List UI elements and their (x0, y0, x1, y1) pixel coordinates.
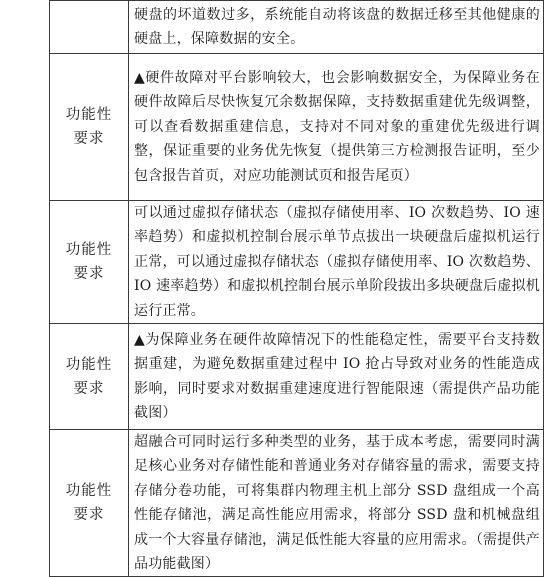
description-cell: 硬盘的坏道数过多，系统能自动将该盘的数据迁移至其他健康的硬盘上，保障数据的安全。 (129, 1, 544, 54)
category-cell (50, 324, 129, 430)
category-cell (50, 1, 129, 54)
description-cell: ▲硬件故障对平台影响较大，也会影响数据安全，为保障业务在硬件故障后尽快恢复冗余数据保障，支持数据重建优先级调整，可以查看数据重建信息，支持对不同对象的重建优先级进行调整，保证重要的业务优先恢复（提供第三方检测报告证明，至少包含报告首页，对应功能测试页和报告尾页） (129, 54, 544, 201)
requirements-table (49, 0, 544, 577)
category-cell (50, 201, 129, 324)
table-row (50, 1, 544, 54)
category-cell (50, 430, 129, 577)
description-cell: ▲为保障业务在硬件故障情况下的性能稳定性，需要平台支持数据重建，为避免数据重建过程中 IO 抢占导致对业务的性能造成影响，同时要求对数据重建速度进行智能限速（需提供产品功能截图） (129, 324, 544, 430)
table-row (50, 201, 544, 324)
description-cell: 超融合可同时运行多种类型的业务，基于成本考虑，需要同时满足核心业务对存储性能和普通业务对存储容量的需求，需要支持存储分卷功能，可将集群内物理主机上部分 SSD 盘组成一个高性能存储池，满足高性能应用需求，将部分 SSD 盘和机械盘组成一个大容量存储池，满足低性能大容量的应用需求。（需提供产品功能截图） (129, 430, 544, 577)
table-row (50, 54, 544, 201)
description-cell: 可以通过虚拟存储状态（虚拟存储使用率、IO 次数趋势、IO 速率趋势）和虚拟机控制台展示单节点拔出一块硬盘后虚拟机运行正常，可以通过虚拟存储状态（虚拟存储使用率、IO 次数趋势、IO 速率趋势）和虚拟机控制台展示单阶段拔出多块硬盘后虚拟机运行正常。 (129, 201, 544, 324)
category-label: 功能性要求 (65, 107, 113, 147)
category-label: 功能性要求 (65, 242, 113, 283)
table-row (50, 324, 544, 430)
category-label: 功能性要求 (65, 483, 113, 524)
category-cell (50, 54, 129, 201)
category-label: 功能性要求 (65, 356, 113, 397)
table-row (50, 430, 544, 577)
